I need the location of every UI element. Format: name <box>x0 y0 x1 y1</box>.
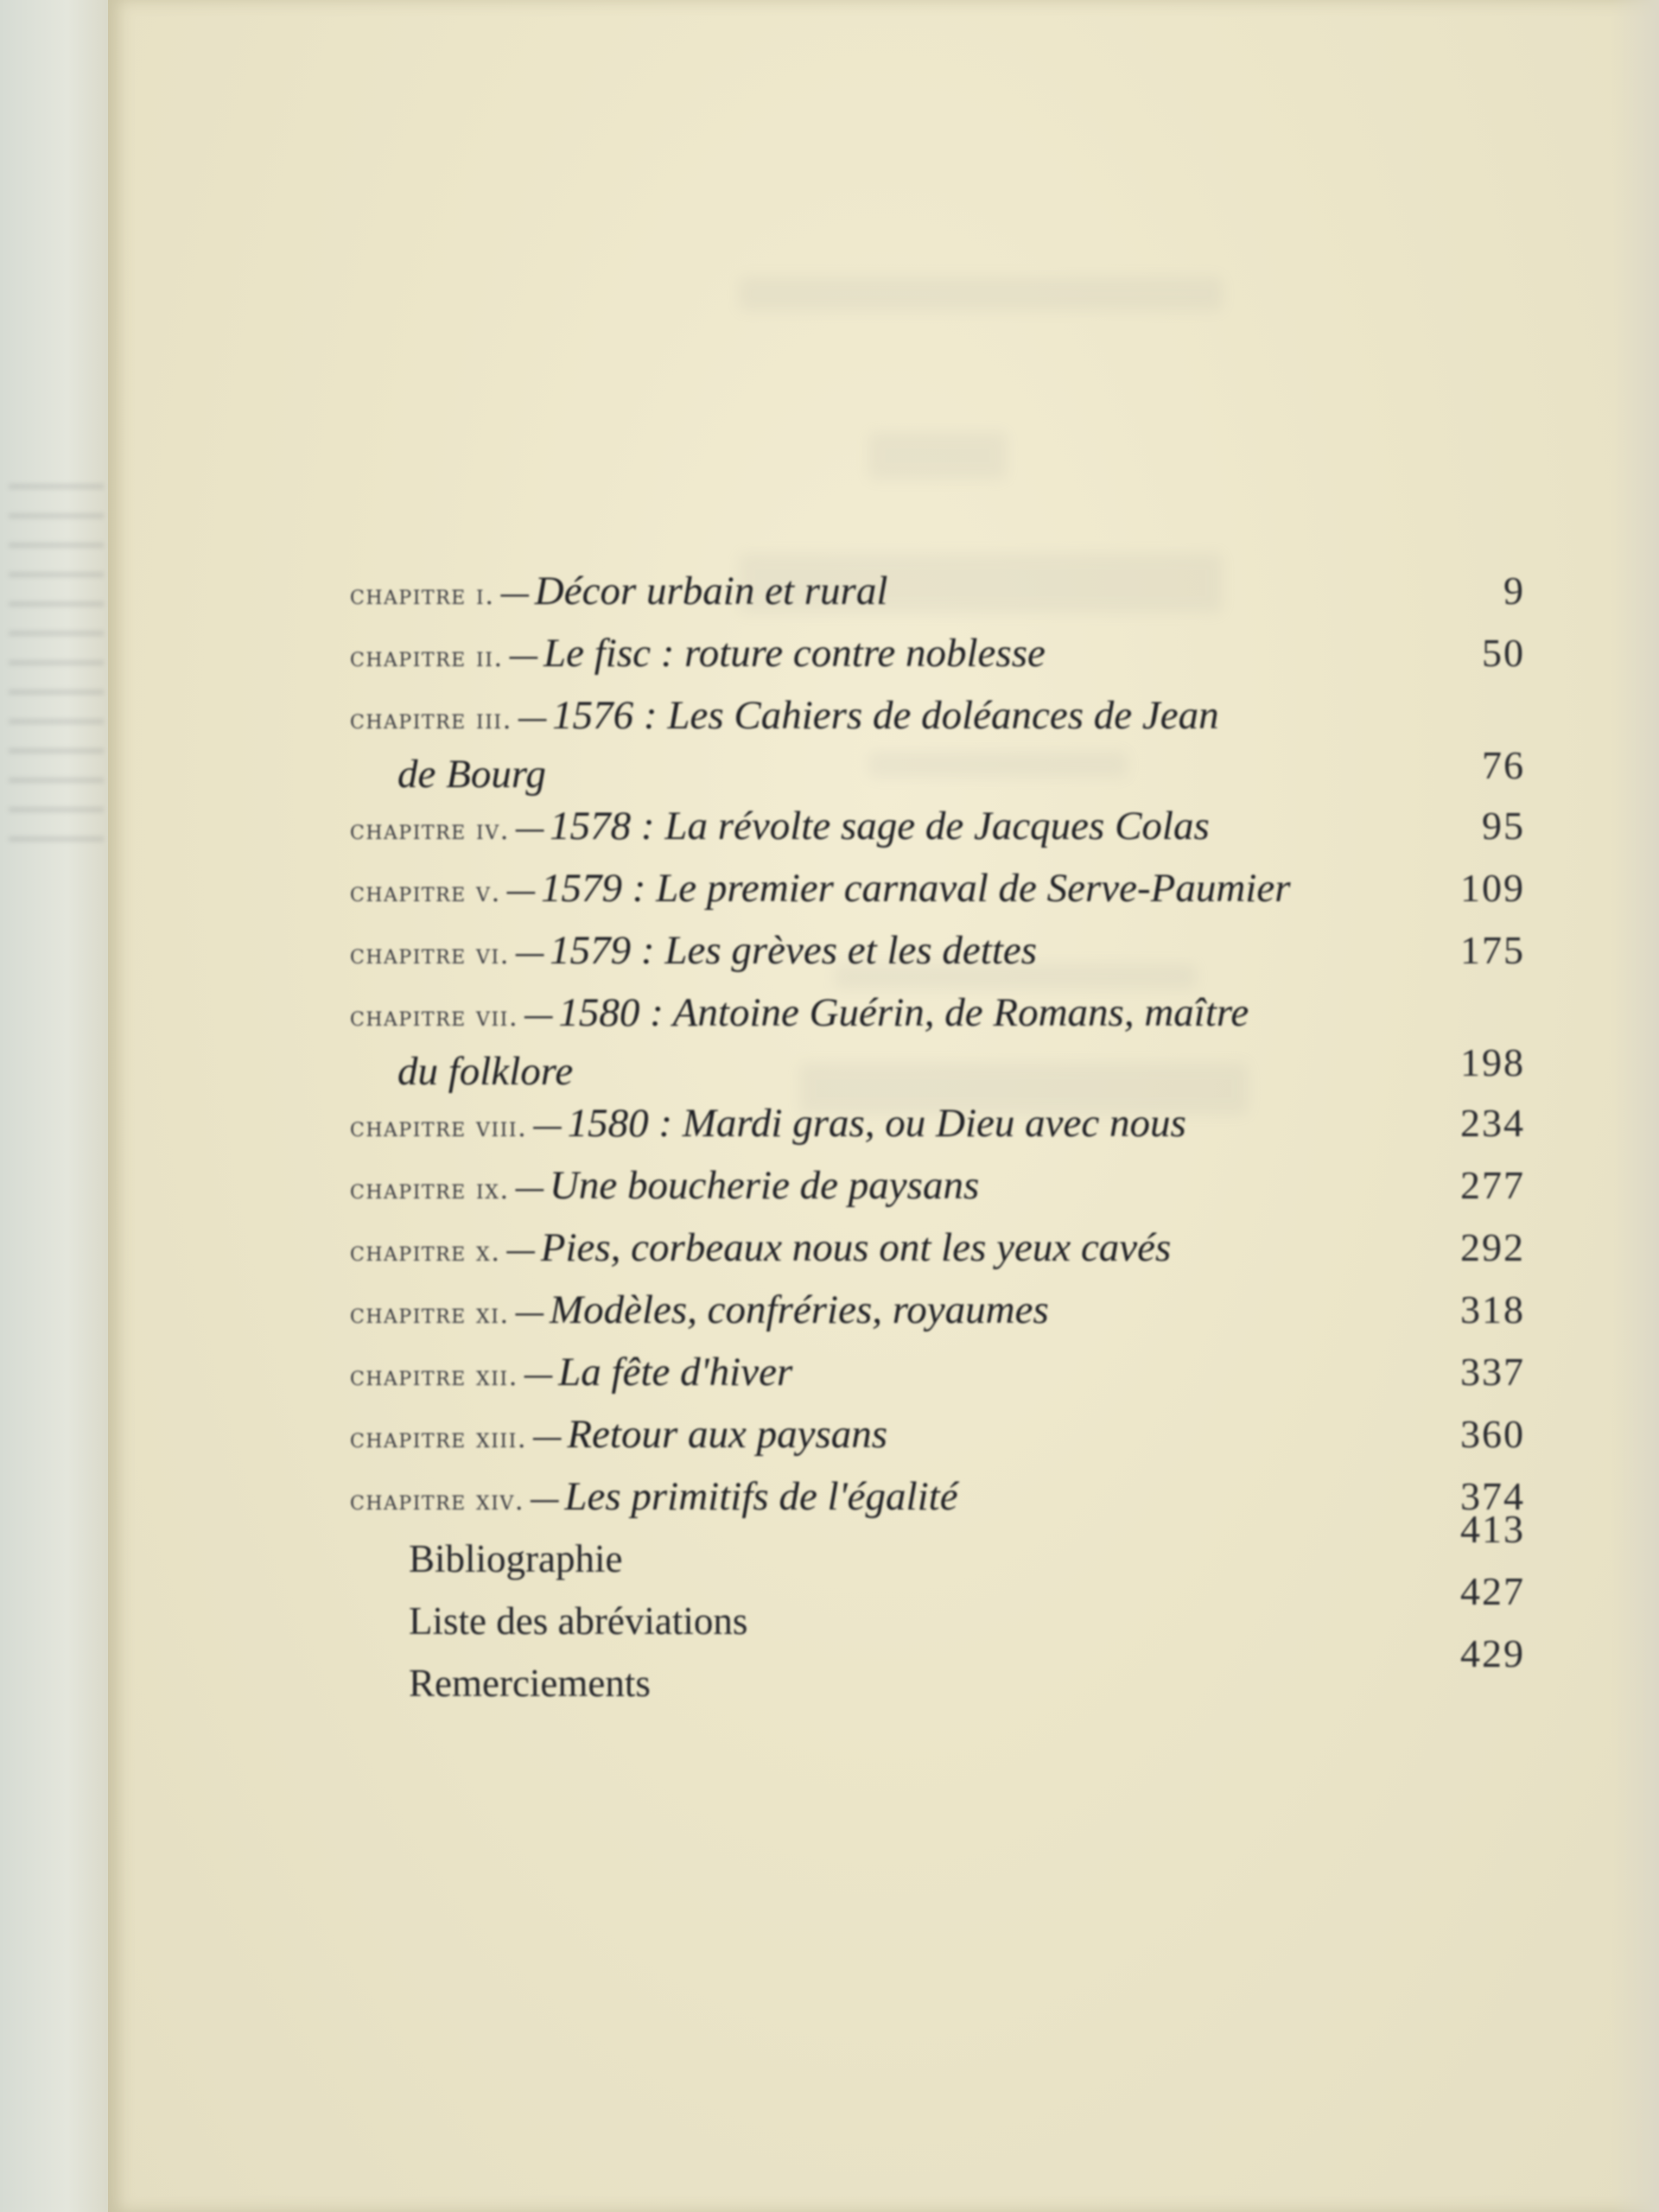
toc-entry[interactable] <box>350 801 1525 863</box>
page-number: 360 <box>1460 1412 1525 1456</box>
chapter-label: chapitre i. <box>350 580 495 611</box>
chapter-title: Le fisc : roture contre noblesse <box>543 631 1046 676</box>
chapter-title: 1576 : Les Cahiers de doléances de Jean <box>552 693 1219 738</box>
chapter-label: chapitre ii. <box>350 642 504 673</box>
chapter-title: 1580 : Mardi gras, ou Dieu avec nous <box>567 1101 1186 1146</box>
chapter-label: chapitre x. <box>350 1236 501 1268</box>
toc-entry[interactable] <box>350 1471 1525 1534</box>
chapter-title: 1580 : Antoine Guérin, de Romans, maître <box>558 990 1249 1035</box>
toc-entry[interactable] <box>350 988 1525 1098</box>
toc-entry[interactable] <box>350 1223 1525 1285</box>
page-number: 337 <box>1460 1350 1525 1394</box>
left-page-edge <box>0 0 112 2212</box>
page-number: 374 <box>1460 1474 1525 1518</box>
page-number: 413 <box>1460 1507 1525 1551</box>
chapter-title-continuation: de Bourg <box>397 752 546 797</box>
chapter-title-continuation: du folklore <box>397 1049 574 1094</box>
chapter-label: chapitre vi. <box>350 939 510 970</box>
page-number: 175 <box>1460 928 1525 972</box>
chapter-label: chapitre xiii. <box>350 1423 528 1454</box>
page-number: 318 <box>1460 1287 1525 1332</box>
toc-entry[interactable] <box>350 1409 1525 1471</box>
chapter-title: 1579 : Le premier carnaval de Serve-Paumier <box>540 866 1291 911</box>
toc-entry[interactable] <box>350 1160 1525 1223</box>
dash: — <box>517 701 549 736</box>
page-number: 109 <box>1460 866 1525 910</box>
dash: — <box>531 1109 563 1144</box>
dash: — <box>513 1295 545 1331</box>
chapter-label: chapitre iii. <box>350 704 512 735</box>
chapter-title: Les primitifs de l'égalité <box>564 1474 958 1519</box>
toc-back-matter-entry[interactable] <box>350 1507 1525 1596</box>
page-number: 9 <box>1503 569 1525 613</box>
toc-back-matter-entry[interactable] <box>350 1569 1525 1658</box>
chapter-label: chapitre xiv. <box>350 1485 525 1516</box>
back-matter-title: Remerciements <box>409 1662 651 1705</box>
chapter-label: chapitre v. <box>350 877 501 908</box>
chapter-title: Modèles, confréries, royaumes <box>549 1287 1049 1332</box>
dash: — <box>507 639 539 674</box>
chapter-title: Décor urbain et rural <box>534 569 888 613</box>
dash: — <box>505 1233 537 1268</box>
toc-entry[interactable] <box>350 566 1525 628</box>
toc-entry[interactable] <box>350 1285 1525 1347</box>
dash: — <box>514 936 546 971</box>
dash: — <box>514 811 546 847</box>
book-page <box>108 0 1659 2212</box>
left-page-show-through <box>9 484 104 847</box>
chapter-label: chapitre xii. <box>350 1361 518 1392</box>
back-matter-title: Bibliographie <box>409 1537 623 1580</box>
chapter-title: Pies, corbeaux nous ont les yeux cavés <box>540 1225 1172 1270</box>
page-number: 427 <box>1460 1569 1525 1613</box>
dash: — <box>523 1357 555 1393</box>
chapter-label: chapitre xi. <box>350 1299 510 1330</box>
chapter-title: Retour aux paysans <box>567 1412 888 1457</box>
show-through-ornament <box>868 432 1007 480</box>
page-number: 292 <box>1460 1225 1525 1269</box>
back-matter-title: Liste des abréviations <box>409 1599 748 1643</box>
dash: — <box>523 998 555 1033</box>
page-right-edge <box>1611 0 1659 2212</box>
toc-back-matter-entry[interactable] <box>350 1631 1525 1720</box>
dash: — <box>531 1420 563 1455</box>
page-number: 198 <box>1460 1040 1525 1084</box>
table-of-contents <box>350 566 1525 1720</box>
toc-entry[interactable] <box>350 690 1525 801</box>
toc-entry[interactable] <box>350 628 1525 690</box>
chapter-title: 1579 : Les grèves et les dettes <box>550 928 1038 973</box>
page-number: 277 <box>1460 1163 1525 1207</box>
page-number: 76 <box>1482 743 1525 787</box>
chapter-title: 1578 : La révolte sage de Jacques Colas <box>550 804 1210 849</box>
dash: — <box>499 576 531 612</box>
chapter-title: La fête d'hiver <box>558 1350 793 1395</box>
chapter-label: chapitre iv. <box>350 815 510 846</box>
toc-entry[interactable] <box>350 1347 1525 1409</box>
chapter-title: Une boucherie de paysans <box>549 1163 980 1208</box>
page-number: 234 <box>1460 1101 1525 1145</box>
dash: — <box>513 1171 545 1206</box>
chapter-label: chapitre viii. <box>350 1112 528 1143</box>
show-through-line <box>739 276 1223 311</box>
toc-entry[interactable] <box>350 1098 1525 1160</box>
chapter-label: chapitre ix. <box>350 1174 510 1205</box>
dash: — <box>505 874 537 909</box>
page-number: 95 <box>1482 804 1525 848</box>
dash: — <box>529 1482 561 1517</box>
toc-entry[interactable] <box>350 925 1525 988</box>
chapter-label: chapitre vii. <box>350 1001 519 1033</box>
page-number: 50 <box>1482 631 1525 675</box>
page-number: 429 <box>1460 1631 1525 1675</box>
toc-entry[interactable] <box>350 863 1525 925</box>
